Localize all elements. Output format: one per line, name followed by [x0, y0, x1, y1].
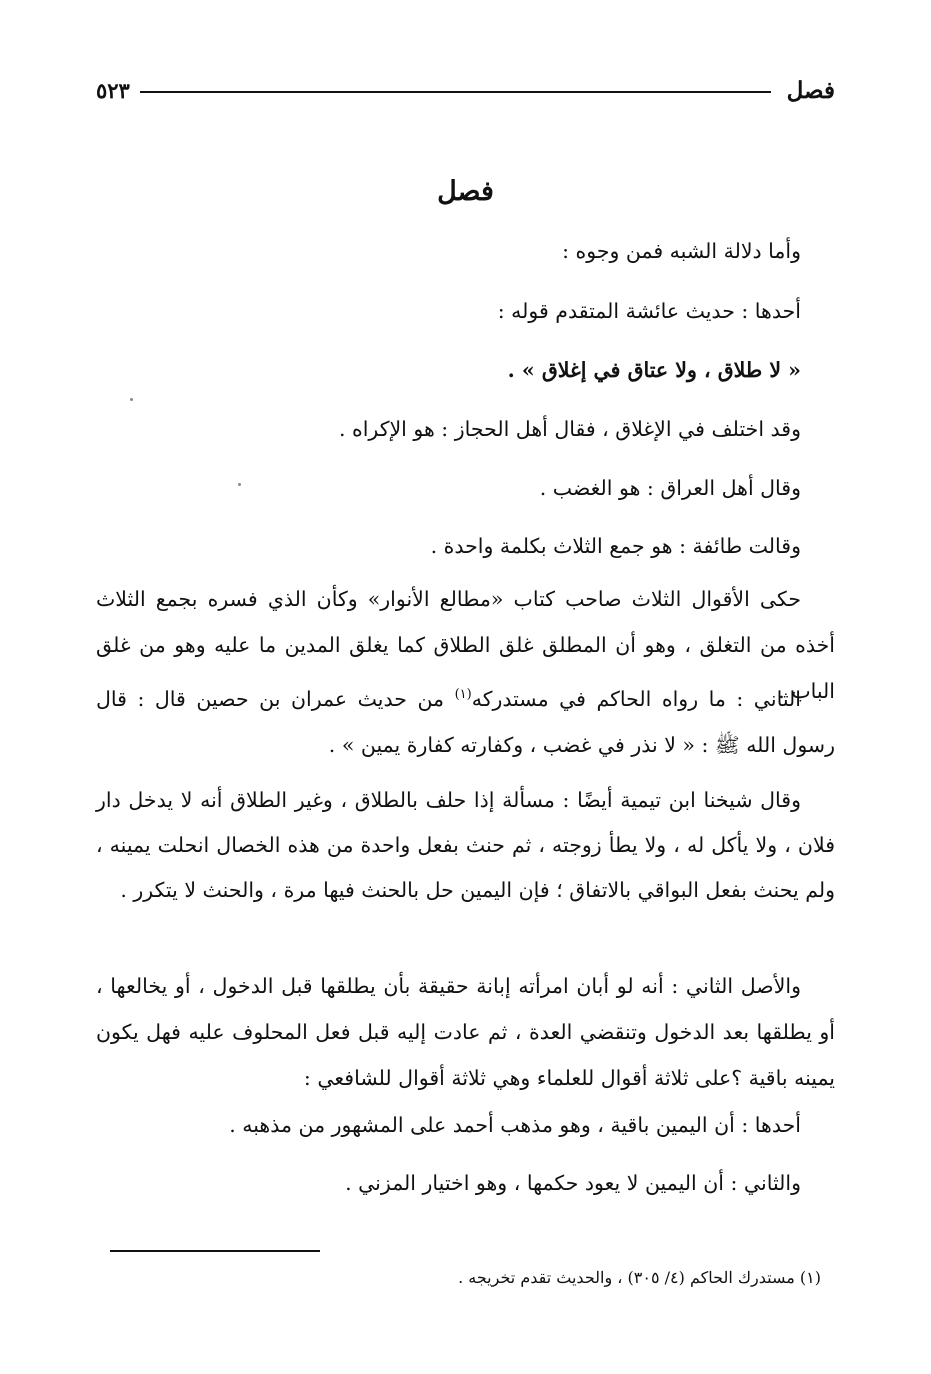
footnote: (١) مستدرك الحاكم (٤/ ٣٠٥) ، والحديث تقدم تخريجه .: [458, 1268, 821, 1287]
paragraph-8-part-2: من حديث عمران بن حصين قال : قال رسول الله ﷺ : « لا نذر في غضب ، وكفارته كفارة يمين » .: [96, 686, 835, 757]
scan-speck: [130, 398, 133, 401]
scan-speck: [238, 483, 241, 486]
paragraph-4: وقد اختلف في الإغلاق ، فقال أهل الحجاز : هو الإكراه .: [338, 417, 801, 441]
paragraph-10: والأصل الثاني : أنه لو أبان امرأته إبانة حقيقة بأن يطلقها قبل الدخول ، أو يخالعها ، أو يطلقها بعد الدخول وتنقضي العدة ، ثم عادت إليه قبل فعل المحلوف عليه فهل يكون يمينه باقية ؟على ثلاثة أقوال للعلماء وهي ثلاثة أقوال للشافعي :: [96, 974, 835, 1090]
hadith-quote: « لا طلاق ، ولا عتاق في إغلاق » .: [507, 358, 801, 382]
page-number: ٥٢٣: [96, 78, 130, 103]
paragraph-6: وقالت طائفة : هو جمع الثلاث بكلمة واحدة .: [430, 534, 801, 558]
paragraph-8: [96, 672, 835, 768]
paragraph-9: وقال شيخنا ابن تيمية أيضًا : مسألة إذا حلف بالطلاق ، وغير الطلاق أنه لا يدخل دار فلان ، ولا يأكل له ، ولا يطأ زوجته ، ثم حنث بفعل واحدة من هذه الخصال انحلت يمينه ، ولم يحنث بفعل البواقي بالاتفاق ؛ فإن اليمين حل بالحنث فيها مرة ، والحنث لا يتكرر .: [96, 788, 835, 902]
running-header-title: فصل: [786, 77, 835, 104]
paragraph-11: أحدها : أن اليمين باقية ، وهو مذهب أحمد على المشهور من مذهبه .: [229, 1113, 801, 1137]
header-rule: [140, 91, 771, 93]
paragraph-1: وأما دلالة الشبه فمن وجوه :: [562, 239, 801, 263]
paragraph-8-part-1: الثاني : ما رواه الحاكم في مستدركه: [471, 686, 801, 711]
paragraph-12: والثاني : أن اليمين لا يعود حكمها ، وهو اختيار المزني .: [345, 1171, 801, 1195]
footnote-ref: (١): [454, 687, 472, 702]
paragraph-7: حكى الأقوال الثلاث صاحب كتاب «مطالع الأنوار» وكأن الذي فسره بجمع الثلاث أخذه من التغلق ، وهو أن المطلق غلق الطلاق كما يغلق المدين ما عليه وهو من غلق الباب .: [96, 587, 835, 703]
paragraph-5: وقال أهل العراق : هو الغضب .: [539, 476, 801, 500]
chapter-title: فصل: [437, 176, 494, 207]
paragraph-2: أحدها : حديث عائشة المتقدم قوله :: [497, 299, 801, 323]
footnote-rule: [110, 1250, 320, 1252]
